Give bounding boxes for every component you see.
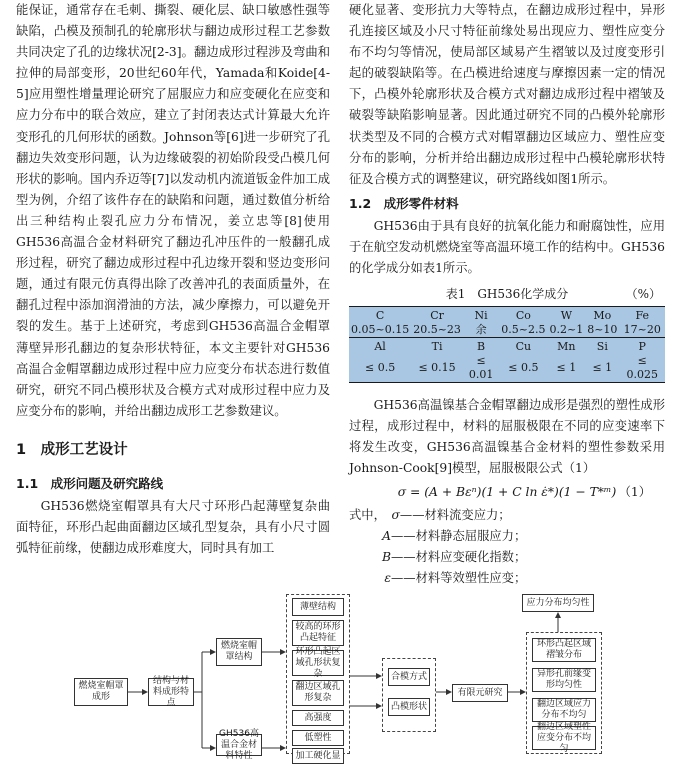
section-1-2-title: 1.2 成形零件材料	[349, 195, 459, 211]
flow-box-structure-material: 结构与材料成形特点	[148, 678, 194, 706]
definition-symbol: ε	[384, 570, 391, 585]
table-cell: 0.05~0.15	[351, 323, 410, 337]
table-cell: 17~20	[623, 323, 661, 337]
right-paragraph-1: 硬化显著、变形抗力大等特点，在翻边成形过程中，异形孔连接区域及小尺寸特征前缘处易出现应力、塑性应变分布不均匀等情况，使局部区域易产生褶皱以及过度变形引起的破裂缺陷等。在凸模进给速度与摩擦因素一定的情况下，凸模外轮廓形状及合模方式对翻边成形过程中褶皱及破裂等缺陷影响显著。因此通过研究不同的凸模外轮廓形状类型及不同的合模方式对帽罩翻边区域应力、塑性应变分布的影响，分析并给出翻边成形过程中凸模轮廓形状特征及合模方式的调整建议，研究路线如图1所示。	[349, 3, 665, 186]
definition-text: ——材料静态屈服应力；	[391, 528, 527, 543]
flow-box-high-strength: 高强度	[292, 710, 344, 726]
table-cell: Al	[349, 338, 411, 355]
table-cell: ≤ 0.5	[508, 361, 539, 375]
table-unit: （%）	[625, 287, 661, 302]
definition-text: ——材料等效塑性应变；	[391, 570, 527, 585]
table-cell: Mn	[548, 338, 586, 355]
table-cell: Mo	[593, 309, 612, 323]
table-row	[349, 354, 665, 383]
flow-box-canopy-forming: 燃烧室帽罩成形	[74, 678, 128, 706]
equation	[349, 482, 665, 503]
composition-table	[349, 306, 665, 383]
right-paragraph-3: GH536高温镍基合金帽罩翻边成形是强烈的塑性成形过程，成形过程中，材料的屈服极限在不同的应变速率下将发生改变，GH536高温镍基合金材料的塑性参数采用Johnson-Cook[9]模型，屈服极限公式（1）	[349, 398, 665, 476]
table-cell: Co	[515, 309, 531, 323]
flow-box-fem: 有限元研究	[452, 684, 508, 702]
flow-box-deform-uniform: 异形孔前缘变形均匀性	[532, 668, 596, 692]
table-cell: 0.2~1	[549, 323, 584, 337]
table-title: 表1 GH536化学成分	[445, 287, 569, 302]
table-cell: C	[375, 309, 385, 323]
flow-box-ring-hole: 环形凸起区域孔形状复杂	[292, 650, 344, 676]
definition-row	[349, 568, 665, 589]
table-cell: 0.5~2.5	[501, 323, 546, 337]
flow-box-canopy-structure: 燃烧室帽罩结构	[216, 638, 262, 666]
table-cell: Cu	[499, 338, 547, 355]
section-1-1-title: 1.1 成形问题及研究路线	[16, 475, 164, 491]
right-column	[349, 0, 665, 589]
flow-box-strain-uneven: 翻边区域塑性应变分布不均匀	[532, 726, 596, 750]
equation-number: （1）	[618, 484, 651, 499]
table-cell: ≤ 0.5	[364, 361, 396, 375]
flow-box-gh536-props: GH536高温合金材料特性	[216, 734, 262, 756]
definition-row	[349, 526, 665, 547]
table-cell: ≤ 0.01	[468, 354, 494, 382]
left-paragraph-1: 能保证，通常存在毛刺、撕裂、硬化层、缺口敏感性强等缺陷，凸模及预制孔的轮廓形状与翻边成形过程工艺参数共同决定了孔的边缘状况[2-3]。翻边成形过程涉及弯曲和拉伸的局部变形，20世纪60年代，Yamada和Koide[4-5]应用塑性增量理论研究了屈服应力和应变硬化在应变和应力分布中的联合效应，建立了封闭表达式计算最大允许变形孔的几何形状的函数。Johnson等[6]进一步研究了孔翻边失效变形问题，认为边缘破裂的初始阶段受凸模几何形状的影响。国内乔迈等[7]以发动机内流道钣金件加工成型为例，介绍了该件存在的缺陷和问题，通过数值分析给出三种结构止裂孔应力分布情况，姜立忠等[8]使用GH536高温合金材料研究了翻边孔冲压件的一般翻孔成形过程，研究了翻边成形过程中孔边缘开裂和竖边变形问题，通过有限元仿真得出除了改善冲孔的表面质量外，在翻孔过程中添加润滑油的方法，减少摩擦力，可以避免开裂的发生。基于上述研究，考虑到GH536高温合金帽罩薄壁异形孔翻边的复杂形状特征，本文主要针对GH536高温合金帽罩翻边成形过程中应力应变分布状态进行数值研究，研究不同凸模形状及合模方式对成形过程中应力及应变分布的影响，并给出翻边成形工艺参数建议。	[16, 3, 330, 418]
table-cell: ≤ 0.025	[626, 354, 658, 382]
definition-symbol: σ	[391, 507, 400, 522]
definition-symbol: B	[381, 549, 391, 564]
flow-box-die-mode: 合模方式	[388, 668, 430, 686]
definition-symbol: A	[382, 528, 391, 543]
research-route-flowchart	[70, 588, 606, 761]
table-cell: Cr	[430, 309, 444, 323]
definition-row	[349, 547, 665, 568]
table-cell: B	[463, 338, 499, 355]
section-1-title: 1 成形工艺设计	[16, 441, 128, 458]
flow-box-flange-hole: 翻边区域孔形复杂	[292, 680, 344, 706]
flow-box-wrinkle: 环形凸起区域褶皱分布	[532, 638, 596, 662]
flow-box-punch-shape: 凸模形状	[388, 698, 430, 716]
table-cell: W	[560, 309, 573, 323]
table-row	[349, 307, 665, 324]
table-cell: 8~10	[587, 323, 618, 337]
table-cell: Ti	[411, 338, 463, 355]
table-cell: P	[619, 338, 665, 355]
table-cell: Fe	[635, 309, 649, 323]
table-row	[349, 338, 665, 355]
table-cell: ≤ 1	[592, 361, 613, 375]
table-cell: Ni	[474, 309, 488, 323]
table-cell: Si	[585, 338, 619, 355]
equation-body: σ = (A + Bεⁿ)(1 + C ln ε̇*)(1 − T*ᵐ)	[397, 484, 617, 499]
flow-box-stress-uneven: 翻边区域应力分布不均匀	[532, 698, 596, 722]
flow-box-low-plastic: 低塑性	[292, 730, 344, 746]
symbol-definitions	[349, 505, 665, 589]
table-cell: 余	[475, 323, 487, 337]
flow-box-work-hardening: 加工硬化显	[292, 748, 344, 764]
table-cell: 20.5~23	[413, 323, 461, 337]
flow-box-thin-wall: 薄壁结构	[292, 598, 344, 616]
definition-row	[349, 505, 665, 526]
left-column	[16, 0, 330, 559]
definitions-intro: 式中，	[349, 507, 386, 522]
right-paragraph-2: GH536由于具有良好的抗氧化能力和耐腐蚀性，应用于在航空发动机燃烧室等高温环境工作的结构中。GH536的化学成分如表1所示。	[349, 218, 665, 276]
flow-box-stress-uniform: 应力分布均匀性	[522, 594, 594, 612]
definition-text: ——材料应变硬化指数；	[391, 549, 527, 564]
flow-box-high-ring: 较高的环形凸起特征	[292, 620, 344, 646]
table-row	[349, 323, 665, 338]
left-paragraph-2: GH536燃烧室帽罩具有大尺寸环形凸起薄壁复杂曲面特征，环形凸起曲面翻边区域孔型复杂，具有小尺寸圆弧特征前缘，使翻边成形难度大，同时具有加工	[16, 498, 330, 556]
table-cell: ≤ 1	[556, 361, 577, 375]
table-cell: ≤ 0.15	[418, 361, 456, 375]
table-caption	[349, 285, 665, 302]
definition-text: ——材料流变应力；	[399, 507, 511, 522]
